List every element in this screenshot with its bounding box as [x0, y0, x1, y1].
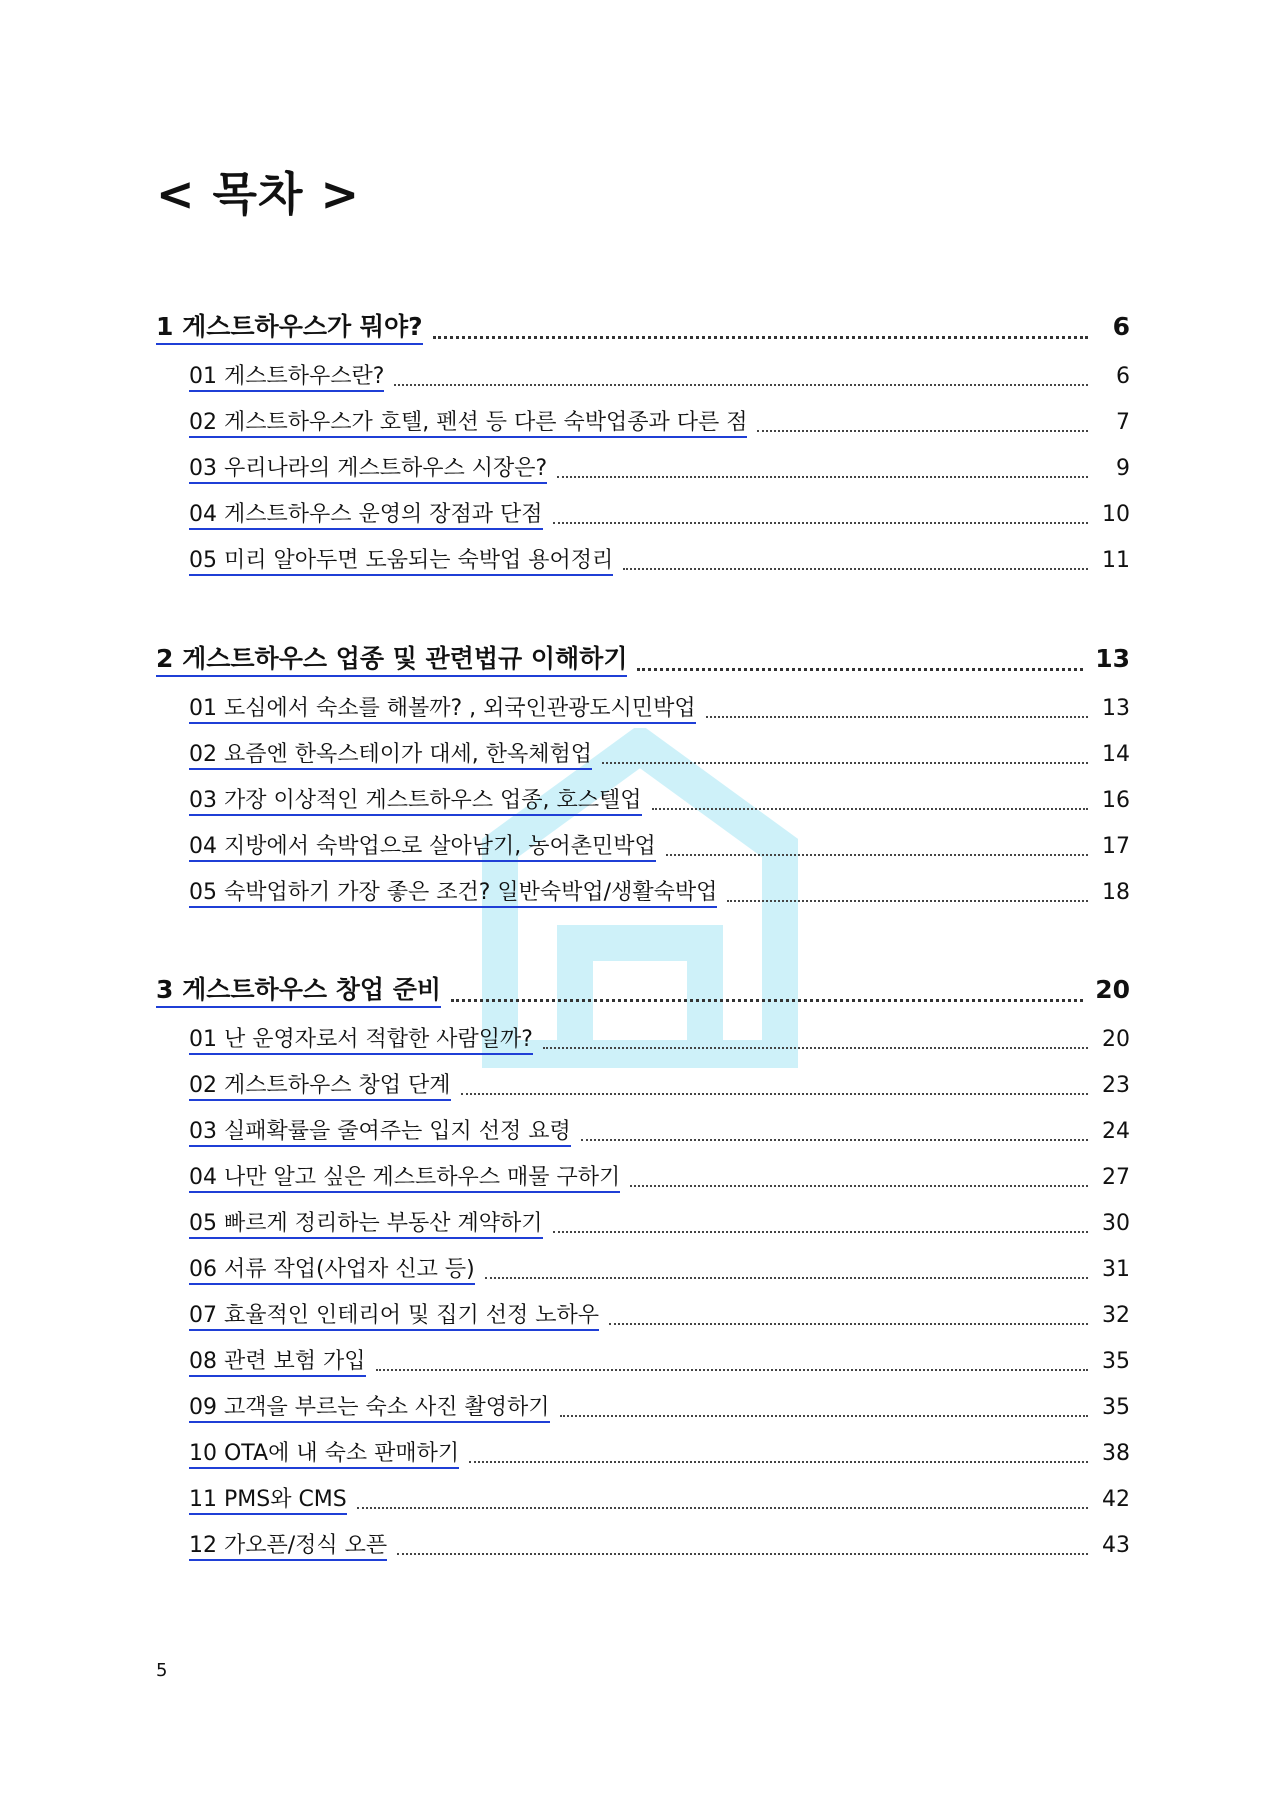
entry-title: 05 숙박업하기 가장 좋은 조건? 일반숙박업/생활숙박업 — [189, 880, 717, 908]
entry-title: 03 가장 이상적인 게스트하우스 업종, 호스텔업 — [189, 788, 642, 816]
entry-page-number: 38 — [1102, 1440, 1130, 1466]
toc-entry[interactable] — [189, 1295, 1130, 1331]
toc-entry[interactable] — [189, 1387, 1130, 1423]
entry-title: 06 서류 작업(사업자 신고 등) — [189, 1257, 475, 1285]
entry-page-number: 20 — [1102, 1026, 1130, 1052]
entry-page-number: 10 — [1102, 501, 1130, 527]
toc-entry[interactable] — [189, 1065, 1130, 1101]
toc-entry[interactable] — [189, 1203, 1130, 1239]
toc-entry[interactable] — [189, 1479, 1130, 1515]
toc-entry[interactable] — [189, 780, 1130, 816]
page-title: < 목차 > — [156, 167, 360, 221]
dot-leader — [485, 1277, 1088, 1279]
entry-page-number: 17 — [1102, 833, 1130, 859]
toc-chapter-2[interactable] — [156, 637, 1130, 677]
entry-page-number: 42 — [1102, 1486, 1130, 1512]
toc-entry[interactable] — [189, 1341, 1130, 1377]
entry-title: 04 지방에서 숙박업으로 살아남기, 농어촌민박업 — [189, 834, 656, 862]
entry-page-number: 6 — [1116, 363, 1130, 389]
toc-entry[interactable] — [189, 494, 1130, 530]
entry-page-number: 9 — [1116, 455, 1130, 481]
chapter-page-number: 6 — [1112, 312, 1130, 342]
entry-title: 04 나만 알고 싶은 게스트하우스 매물 구하기 — [189, 1165, 620, 1193]
toc-entry[interactable] — [189, 1111, 1130, 1147]
entry-page-number: 43 — [1102, 1532, 1130, 1558]
entry-title: 02 게스트하우스 창업 단계 — [189, 1073, 451, 1101]
dot-leader — [727, 900, 1088, 902]
toc-entry[interactable] — [189, 1525, 1130, 1561]
toc-entry[interactable] — [189, 356, 1130, 392]
entry-title: 12 가오픈/정식 오픈 — [189, 1533, 387, 1561]
entry-title: 09 고객을 부르는 숙소 사진 촬영하기 — [189, 1395, 550, 1423]
entry-page-number: 11 — [1102, 547, 1130, 573]
dot-leader — [557, 476, 1088, 478]
dot-leader — [666, 854, 1088, 856]
entry-title: 02 요즘엔 한옥스테이가 대세, 한옥체험업 — [189, 742, 592, 770]
chapter-page-number: 20 — [1095, 975, 1130, 1005]
dot-leader — [706, 716, 1088, 718]
dot-leader — [357, 1507, 1088, 1509]
toc-entry[interactable] — [189, 1249, 1130, 1285]
chapter-title: 3 게스트하우스 창업 준비 — [156, 976, 441, 1008]
entry-page-number: 32 — [1102, 1302, 1130, 1328]
toc-entry[interactable] — [189, 734, 1130, 770]
toc-entry[interactable] — [189, 402, 1130, 438]
entry-title: 01 난 운영자로서 적합한 사람일까? — [189, 1027, 533, 1055]
chapter-title: 2 게스트하우스 업종 및 관련법규 이해하기 — [156, 645, 627, 677]
entry-page-number: 30 — [1102, 1210, 1130, 1236]
toc-entry[interactable] — [189, 1157, 1130, 1193]
dot-leader — [652, 808, 1089, 810]
entry-title: 05 빠르게 정리하는 부동산 계약하기 — [189, 1211, 543, 1239]
dot-leader — [623, 568, 1088, 570]
entry-title: 10 OTA에 내 숙소 판매하기 — [189, 1441, 459, 1469]
entry-page-number: 35 — [1102, 1394, 1130, 1420]
dot-leader — [609, 1323, 1088, 1325]
entry-title: 02 게스트하우스가 호텔, 펜션 등 다른 숙박업종과 다른 점 — [189, 410, 747, 438]
entry-page-number: 18 — [1102, 879, 1130, 905]
toc-entry[interactable] — [189, 826, 1130, 862]
entry-page-number: 7 — [1116, 409, 1130, 435]
toc-entry[interactable] — [189, 872, 1130, 908]
entry-title: 11 PMS와 CMS — [189, 1487, 347, 1515]
dot-leader — [553, 522, 1089, 524]
toc-entry[interactable] — [189, 1019, 1130, 1055]
toc-chapter-1[interactable] — [156, 305, 1130, 345]
entry-title: 03 우리나라의 게스트하우스 시장은? — [189, 456, 547, 484]
dot-leader — [630, 1185, 1088, 1187]
entry-page-number: 24 — [1102, 1118, 1130, 1144]
dot-leader — [376, 1369, 1089, 1371]
entry-title: 01 게스트하우스란? — [189, 364, 384, 392]
dot-leader — [461, 1093, 1089, 1095]
toc-chapter-3[interactable] — [156, 968, 1130, 1008]
entry-page-number: 23 — [1102, 1072, 1130, 1098]
entry-title: 01 도심에서 숙소를 해볼까? , 외국인관광도시민박업 — [189, 696, 696, 724]
dot-leader — [553, 1231, 1089, 1233]
dot-leader — [637, 668, 1083, 671]
entry-title: 04 게스트하우스 운영의 장점과 단점 — [189, 502, 543, 530]
toc-entry[interactable] — [189, 688, 1130, 724]
toc-entry[interactable] — [189, 1433, 1130, 1469]
entry-page-number: 35 — [1102, 1348, 1130, 1374]
dot-leader — [433, 336, 1088, 339]
dot-leader — [397, 1553, 1088, 1555]
entry-page-number: 27 — [1102, 1164, 1130, 1190]
dot-leader — [560, 1415, 1089, 1417]
chapter-page-number: 13 — [1095, 644, 1130, 674]
dot-leader — [757, 430, 1088, 432]
entry-page-number: 13 — [1102, 695, 1130, 721]
dot-leader — [581, 1139, 1088, 1141]
entry-title: 05 미리 알아두면 도움되는 숙박업 용어정리 — [189, 548, 613, 576]
page-number: 5 — [156, 1660, 168, 1681]
toc-entry[interactable] — [189, 540, 1130, 576]
entry-page-number: 14 — [1102, 741, 1130, 767]
entry-title: 07 효율적인 인테리어 및 집기 선정 노하우 — [189, 1303, 599, 1331]
entry-title: 03 실패확률을 줄여주는 입지 선정 요령 — [189, 1119, 571, 1147]
toc-entry[interactable] — [189, 448, 1130, 484]
dot-leader — [451, 999, 1083, 1002]
dot-leader — [394, 384, 1088, 386]
entry-page-number: 31 — [1102, 1256, 1130, 1282]
entry-title: 08 관련 보험 가입 — [189, 1349, 366, 1377]
dot-leader — [469, 1461, 1088, 1463]
entry-page-number: 16 — [1102, 787, 1130, 813]
chapter-title: 1 게스트하우스가 뭐야? — [156, 313, 423, 345]
dot-leader — [543, 1047, 1088, 1049]
dot-leader — [602, 762, 1088, 764]
